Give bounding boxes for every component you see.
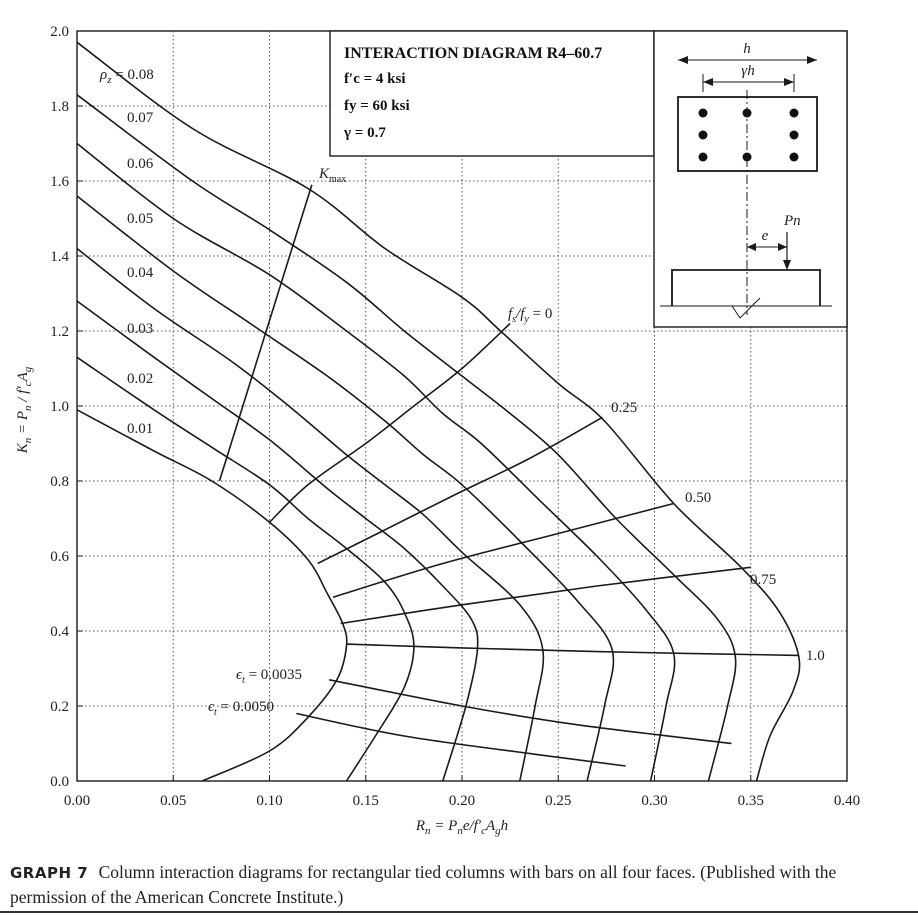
x-tick-label: 0.00 bbox=[63, 793, 91, 809]
x-tick-label: 0.10 bbox=[256, 793, 283, 809]
bottom-rule bbox=[0, 911, 918, 913]
y-tick-label: 0.6 bbox=[50, 549, 69, 565]
y-tick-label: 1.6 bbox=[50, 174, 69, 190]
figure-caption bbox=[10, 860, 910, 909]
inset-pn-label: Pn bbox=[784, 213, 801, 229]
inset-h-label: h bbox=[743, 41, 751, 57]
label-kmax: $K_{max}$ bbox=[319, 166, 347, 185]
series-line-2 bbox=[77, 144, 675, 782]
x-tick-label: 0.25 bbox=[545, 793, 572, 809]
series-line-7 bbox=[77, 410, 347, 781]
label-rho-001: 0.01 bbox=[127, 421, 154, 437]
y-tick-label: 0.0 bbox=[50, 774, 69, 790]
param-gamma: γ = 0.7 bbox=[344, 125, 386, 141]
y-tick-label: 1.2 bbox=[50, 324, 69, 340]
series-line-1 bbox=[77, 95, 736, 781]
label-fs-075: 0.75 bbox=[750, 572, 777, 588]
x-tick-label: 0.35 bbox=[737, 793, 764, 809]
y-axis-label: $K_n = P_n / f'_cA_g$ bbox=[15, 366, 34, 454]
label-fs-025: 0.25 bbox=[611, 400, 638, 416]
label-rho-002: 0.02 bbox=[127, 371, 154, 387]
label-rho-008: $\rho_z = 0.08$ bbox=[100, 67, 154, 86]
y-tick-label: 1.8 bbox=[50, 99, 69, 115]
label-rho-003: 0.03 bbox=[127, 321, 154, 337]
label-fs-fy-0: $f_s/f_y = 0$ bbox=[508, 306, 553, 325]
series-line-10 bbox=[318, 417, 603, 563]
chart-title: INTERACTION DIAGRAM R4–60.7 bbox=[344, 45, 603, 62]
inset-gamma-h-label: γh bbox=[741, 63, 755, 79]
x-tick-label: 0.30 bbox=[641, 793, 668, 809]
label-rho-006: 0.06 bbox=[127, 156, 154, 172]
series-line-3 bbox=[77, 196, 613, 781]
title-box bbox=[330, 31, 654, 156]
y-tick-label: 1.0 bbox=[50, 399, 69, 415]
label-rho-004: 0.04 bbox=[127, 265, 154, 281]
y-tick-label: 2.0 bbox=[50, 24, 69, 40]
y-tick-label: 0.8 bbox=[50, 474, 69, 490]
label-fs-050: 0.50 bbox=[685, 490, 712, 506]
caption-text: Column interaction diagrams for rectangular tied columns with bars on all four faces. (Published with the permission of the American Concrete Institute.) bbox=[10, 862, 837, 907]
y-tick-label: 0.4 bbox=[50, 624, 69, 640]
series-line-9 bbox=[270, 324, 511, 523]
section-inset bbox=[654, 31, 847, 327]
x-tick-label: 0.20 bbox=[448, 793, 476, 809]
label-eps-00035: $\epsilon_t = 0.0035$ bbox=[236, 667, 303, 686]
label-eps-00050: $\epsilon_t = 0.0050$ bbox=[208, 699, 275, 718]
x-tick-label: 0.40 bbox=[833, 793, 861, 809]
label-fs-10: 1.0 bbox=[806, 648, 825, 664]
label-rho-005: 0.05 bbox=[127, 211, 154, 227]
inset-e-label: e bbox=[761, 228, 769, 244]
x-tick-label: 0.15 bbox=[352, 793, 379, 809]
x-axis-label: $R_n = P_ne/f'_cA_gh$ bbox=[415, 818, 509, 837]
x-tick-label: 0.05 bbox=[160, 793, 187, 809]
caption-label: GRAPH 7 bbox=[10, 864, 89, 882]
label-rho-007: 0.07 bbox=[127, 110, 154, 126]
param-fc: f′c = 4 ksi bbox=[344, 71, 406, 87]
param-fy: fy = 60 ksi bbox=[344, 98, 410, 114]
y-tick-label: 1.4 bbox=[50, 249, 69, 265]
y-tick-label: 0.2 bbox=[50, 699, 69, 715]
